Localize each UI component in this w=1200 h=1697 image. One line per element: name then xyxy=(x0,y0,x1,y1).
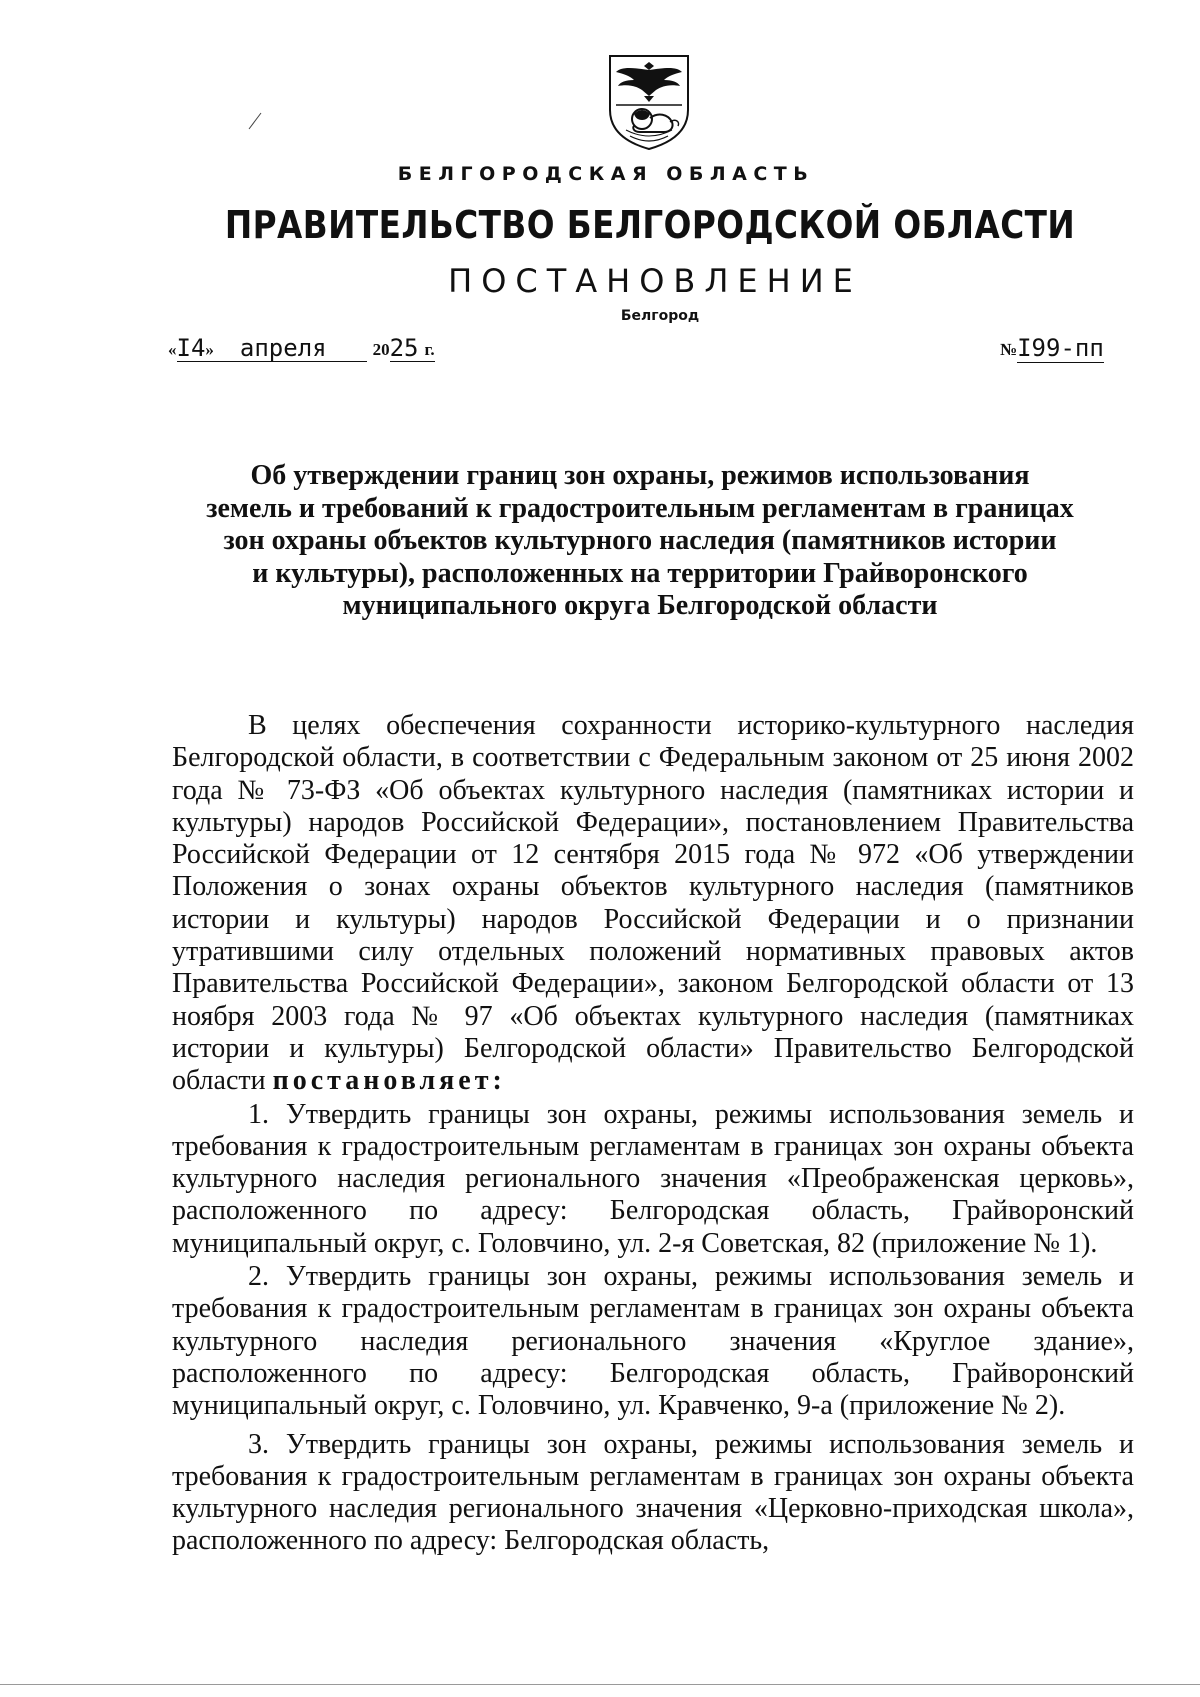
stray-mark xyxy=(248,112,262,130)
number-prefix: № xyxy=(1000,340,1018,359)
date-month: апреля xyxy=(239,334,327,362)
region-name: БЕЛГОРОДСКАЯ ОБЛАСТЬ xyxy=(397,163,815,185)
title-line: земель и требований к градостроительным регламентам в границах xyxy=(206,492,1074,524)
number-value: I99-пп xyxy=(1017,334,1104,362)
government-name: ПРАВИТЕЛЬСТВО БЕЛГОРОДСКОЙ ОБЛАСТИ xyxy=(224,203,1076,247)
item-3-paragraph: 3. Утвердить границы зон охраны, режимы использования земель и требования к градостроительным регламентам в границах зон охраны объекта культурного наследия регионального значения «Церковно-приходская школа», расположенного по адресу: Белгородская область, xyxy=(172,1428,1134,1557)
date-year-label: г. xyxy=(424,340,435,359)
coat-of-arms-icon xyxy=(604,52,694,152)
date-day: I4 xyxy=(176,334,206,362)
decree-body xyxy=(172,710,1134,1558)
decree-number xyxy=(1000,333,1104,362)
document-type: ПОСТАНОВЛЕНИЕ xyxy=(448,262,862,300)
city-name: Белгород xyxy=(620,308,700,324)
date-close-quote: » xyxy=(205,340,214,359)
title-line: зон охраны объектов культурного наследия (памятников истории xyxy=(223,525,1057,556)
resolves-word: постановляет: xyxy=(272,1065,506,1097)
decree-title xyxy=(160,460,1120,623)
scan-edge-line xyxy=(0,1684,1200,1685)
title-line: и культуры), расположенных на территории Грайворонского xyxy=(252,557,1028,589)
decree-date xyxy=(168,333,435,362)
preamble-text: В целях обеспечения сохранности историко-культурного наследия Белгородской области, в соответствии с Федеральным законом от 25 июня 2002 года № 73-ФЗ «Об объектах культурного наследия (памятниках истории и культуры) народов Российской Федерации», постановлением Правительства Российской Федерации от 12 сентября 2015 года № 972 «Об утверждении Положения о зонах охраны объектов культурного наследия (памятников истории и культуры) народов Российской Федерации и о признании утратившими силу отдельных положений нормативных правовых актов Правительства Российской Федерации», законом Белгородской области от 13 ноября 2003 года № 97 «Об объектах культурного наследия (памятниках истории и культуры) Белгородской области» Правительство Белгородской области xyxy=(172,710,1134,1097)
preamble-paragraph xyxy=(172,710,1134,1098)
item-2-paragraph: 2. Утвердить границы зон охраны, режимы использования земель и требования к градостроительным регламентам в границах зон охраны объекта культурного наследия регионального значения «Круглое здание», расположенного по адресу: Белгородская область, Грайворонский муниципальный округ, с. Головчино, ул. Кравченко, 9-а (приложение № 2). xyxy=(172,1261,1134,1422)
title-line: муниципального округа Белгородской области xyxy=(342,590,938,621)
item-1-paragraph: 1. Утвердить границы зон охраны, режимы использования земель и требования к градостроительным регламентам в границах зон охраны объекта культурного наследия регионального значения «Преображенская церковь», расположенного по адресу: Белгородская область, Грайворонский муниципальный округ, с. Головчино, ул. 2-я Советская, 82 (приложение № 1). xyxy=(172,1098,1134,1259)
title-line: Об утверждении границ зон охраны, режимов использования xyxy=(250,460,1030,491)
date-year-suffix: 25 xyxy=(389,334,419,362)
date-open-quote: « xyxy=(168,340,177,359)
date-year-prefix: 20 xyxy=(372,340,390,359)
